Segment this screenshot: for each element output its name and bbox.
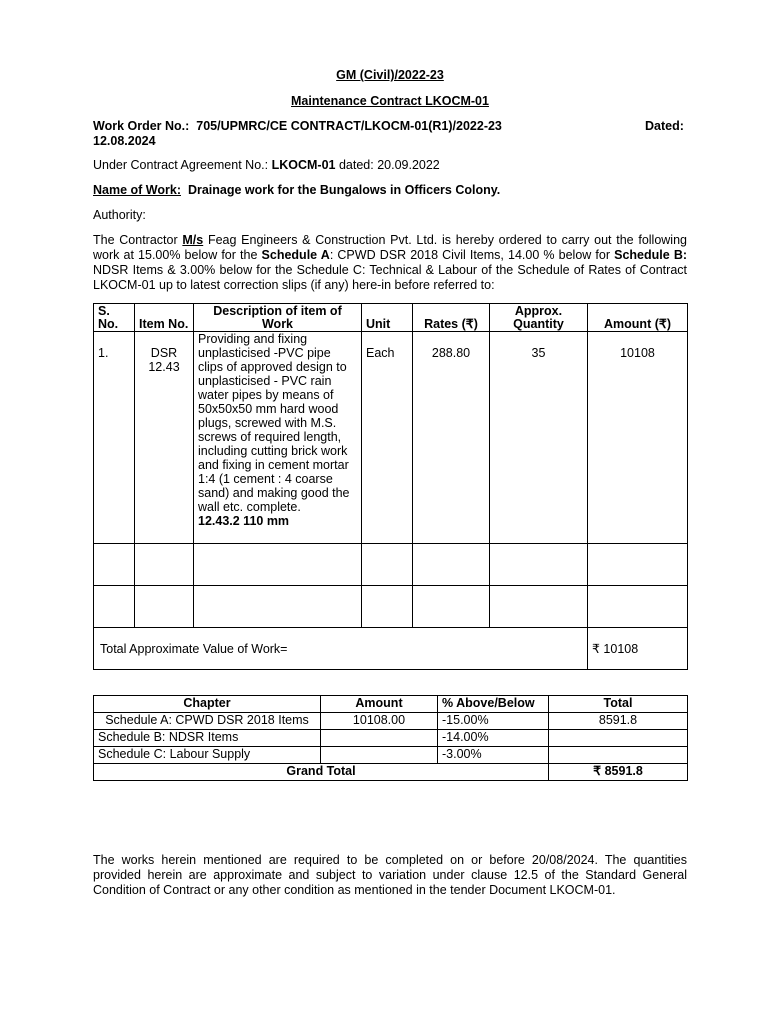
grand-total-value: ₹ 8591.8	[549, 764, 688, 781]
intro-text-4: NDSR Items & 3.00% below for the Schedule C: Technical & Labour of the Schedule of Rates of Contract LKOCM-01 up to latest correction slips (if any) here-in before referred to:	[93, 263, 687, 292]
table-row-empty	[94, 544, 688, 586]
intro-paragraph	[93, 233, 687, 293]
summary-header-percent: % Above/Below	[438, 696, 549, 713]
agreement-prefix: Under Contract Agreement No.:	[93, 158, 269, 172]
summary-amount	[321, 747, 438, 764]
cell-description	[194, 332, 362, 544]
col-header-amount: Amount (₹)	[588, 304, 688, 332]
summary-table	[93, 695, 688, 781]
work-order-label: Work Order No.:	[93, 119, 190, 133]
document-title: GM (Civil)/2022-23	[336, 68, 444, 82]
summary-amount	[321, 730, 438, 747]
summary-chapter: Schedule C: Labour Supply	[94, 747, 321, 764]
summary-row	[94, 747, 688, 764]
agreement-line	[93, 158, 687, 172]
description-text: Providing and fixing unplasticised -PVC pipe clips of approved design to unplasticised - PVC rain water pipes by means of 50x50x50 mm hard wood plugs, screwed with M.S. screws of required length, including cutting brick work and fixing in cement mortar 1:4 (1 cement : 4 coarse sand) and making good the wall etc. complete.	[198, 332, 350, 514]
total-label: Total Approximate Value of Work=	[94, 628, 588, 670]
intro-schedule-a: Schedule A	[261, 248, 330, 262]
intro-ms: M/s	[182, 233, 204, 247]
cell-item: DSR 12.43	[135, 332, 194, 544]
col-header-sno: S. No.	[94, 304, 135, 332]
summary-header-row	[94, 696, 688, 713]
table-header-row	[94, 304, 688, 332]
cell-rate: 288.80	[413, 332, 490, 544]
cell-amount: 10108	[588, 332, 688, 544]
cell-unit: Each	[362, 332, 413, 544]
name-of-work-label: Name of Work:	[93, 183, 181, 197]
cell-sno: 1.	[94, 332, 135, 544]
col-header-description: Description of item of Work	[194, 304, 362, 332]
total-value: ₹ 10108	[588, 628, 688, 670]
summary-header-chapter: Chapter	[94, 696, 321, 713]
intro-schedule-b: Schedule B:	[614, 248, 688, 262]
summary-row	[94, 713, 688, 730]
work-order-number: 705/UPMRC/CE CONTRACT/LKOCM-01(R1)/2022-23	[196, 119, 502, 133]
total-row	[94, 628, 688, 670]
authority-label: Authority:	[93, 208, 146, 222]
summary-amount: 10108.00	[321, 713, 438, 730]
summary-total	[549, 747, 688, 764]
summary-row	[94, 730, 688, 747]
table-row	[94, 332, 688, 544]
summary-percent: -3.00%	[438, 747, 549, 764]
intro-text-3: : CPWD DSR 2018 Civil Items, 14.00 % below for	[329, 248, 610, 262]
intro-text-1: The Contractor	[93, 233, 178, 247]
col-header-unit: Unit	[362, 304, 413, 332]
dated-value: 12.08.2024	[93, 134, 156, 148]
col-header-rates: Rates (₹)	[413, 304, 490, 332]
work-order-line	[93, 119, 687, 133]
name-of-work	[93, 183, 687, 197]
grand-total-row	[94, 764, 688, 781]
grand-total-label: Grand Total	[94, 764, 549, 781]
summary-percent: -14.00%	[438, 730, 549, 747]
name-of-work-value: Drainage work for the Bungalows in Officers Colony.	[187, 183, 501, 197]
agreement-date: dated: 20.09.2022	[338, 158, 440, 172]
work-items-table	[93, 303, 688, 670]
agreement-number: LKOCM-01	[271, 158, 336, 172]
intro-text-2: Feag Engineers & Construction Pvt. Ltd. is hereby ordered to carry out the following work at 15.00% below for the	[93, 233, 687, 262]
col-header-quantity: Approx. Quantity	[490, 304, 588, 332]
contract-title: Maintenance Contract LKOCM-01	[291, 94, 489, 108]
summary-total	[549, 730, 688, 747]
col-header-item: Item No.	[135, 304, 194, 332]
summary-chapter: Schedule A: CPWD DSR 2018 Items	[94, 713, 321, 730]
description-subitem: 12.43.2 110 mm	[198, 514, 290, 528]
summary-header-total: Total	[549, 696, 688, 713]
summary-header-amount: Amount	[321, 696, 438, 713]
summary-percent: -15.00%	[438, 713, 549, 730]
dated-label: Dated:	[645, 119, 684, 133]
cell-quantity: 35	[490, 332, 588, 544]
summary-total: 8591.8	[549, 713, 688, 730]
completion-note: The works herein mentioned are required to be completed on or before 20/08/2024. The quantities provided herein are approximate and subject to variation under clause 12.5 of the Standard General Condition of Contract or any other condition as mentioned in the tender Document LKOCM-01.	[93, 853, 687, 897]
table-row-empty	[94, 586, 688, 628]
summary-chapter: Schedule B: NDSR Items	[94, 730, 321, 747]
